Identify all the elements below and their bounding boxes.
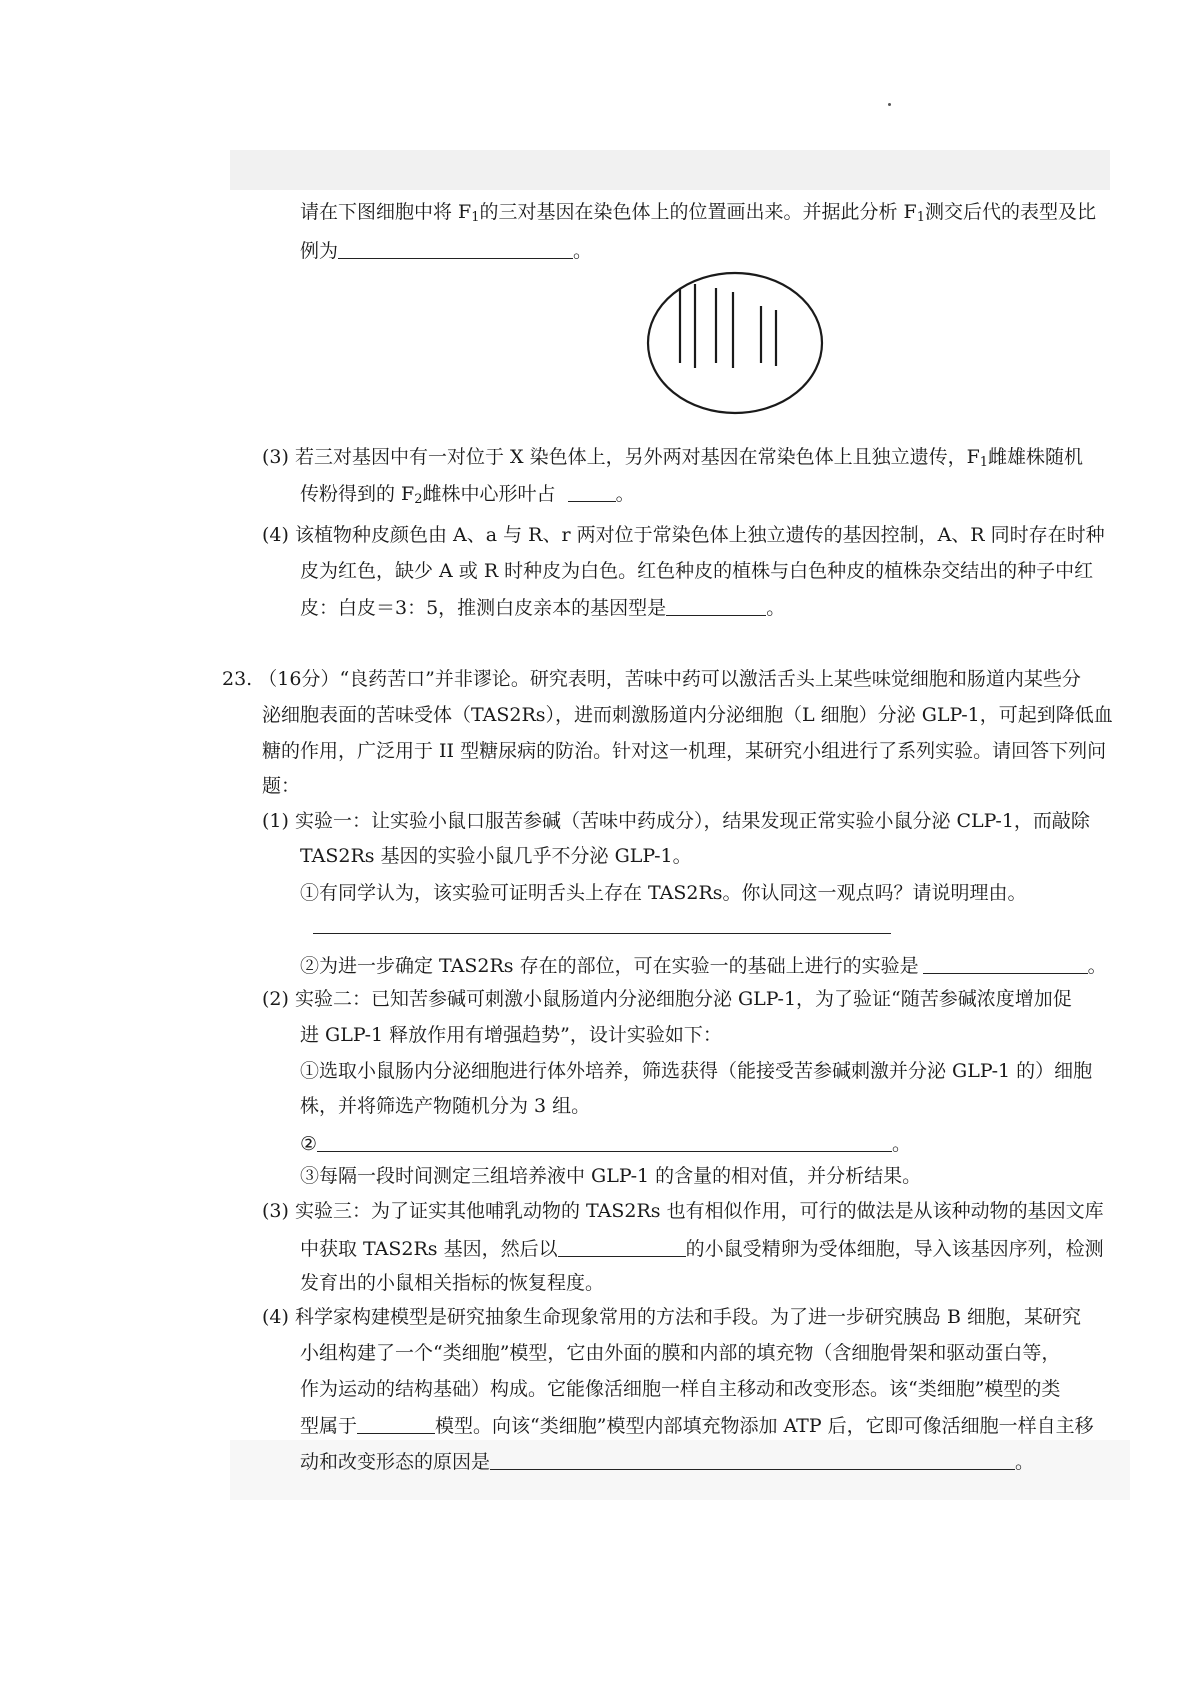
q23-1-line2: TAS2Rs 基因的实验小鼠几乎不分泌 GLP-1。 <box>300 845 692 867</box>
q23-3-line1: (3) 实验三：为了证实其他哺乳动物的 TAS2Rs 也有相似作用，可行的做法是从该种动物的基因文库 <box>262 1200 1104 1222</box>
q23-line4: 题： <box>262 775 301 797</box>
q22-4-line3: 皮：白皮＝3：5，推测白皮亲本的基因型是 。 <box>300 597 786 619</box>
q23-line2: 泌细胞表面的苦味受体（TAS2Rs），进而刺激肠道内分泌细胞（L 细胞）分泌 GLP-1，可起到降低血 <box>262 704 1113 726</box>
q22-cont-line2: 例为 。 <box>300 240 593 262</box>
q23-2-line2: 进 GLP-1 释放作用有增强趋势”，设计实验如下： <box>300 1024 722 1046</box>
q23-2-line3: ①选取小鼠肠内分泌细胞进行体外培养，筛选获得（能接受苦参碱刺激并分泌 GLP-1 的）细胞 <box>300 1060 1093 1082</box>
cell-membrane <box>648 273 822 413</box>
q23-4-line1: (4) 科学家构建模型是研究抽象生命现象常用的方法和手段。为了进一步研究胰岛 B 细胞，某研究 <box>262 1306 1082 1328</box>
question-number: 23. <box>222 668 253 690</box>
answer-line[interactable] <box>313 915 891 934</box>
question-number: (1) <box>262 810 289 832</box>
q23-1-line5: ②为进一步确定 TAS2Rs 存在的部位，可在实验一的基础上进行的实验是 。 <box>300 955 1107 977</box>
q22-4-line1: (4) 该植物种皮颜色由 A、a 与 R、r 两对位于常染色体上独立遗传的基因控制，A、R 同时存在时种 <box>262 524 1105 546</box>
answer-blank[interactable] <box>357 1415 435 1434</box>
q23-line1: 23. （16分）“良药苦口”并非谬论。研究表明，苦味中药可以激活舌头上某些味觉细胞和肠道内某些分 <box>222 668 1081 690</box>
scan-shadow-top <box>230 150 1110 190</box>
q22-3-line2: 传粉得到的 $F_2$雌株中心形叶占 。 <box>300 483 635 507</box>
answer-blank[interactable] <box>558 1238 686 1257</box>
answer-blank[interactable] <box>338 240 573 259</box>
q23-line3: 糖的作用，广泛用于 II 型糖尿病的防治。针对这一机理，某研究小组进行了系列实验。请回答下列问 <box>262 740 1107 762</box>
answer-blank[interactable] <box>568 483 616 502</box>
answer-blank[interactable] <box>490 1451 1015 1470</box>
scan-dot <box>888 103 891 106</box>
q23-3-line2: 中获取 TAS2Rs 基因，然后以 的小鼠受精卵为受体细胞，导入该基因序列，检测 <box>300 1238 1104 1260</box>
q23-4-line3: 作为运动的结构基础）构成。它能像活细胞一样自主移动和改变形态。该“类细胞”模型的类 <box>300 1378 1061 1400</box>
q22-cont-line1: 请在下图细胞中将 $F_1$的三对基因在染色体上的位置画出来。并据此分析 $F_1$测交后代的表型及比 <box>300 201 1097 225</box>
q23-2-line5: ② 。 <box>300 1133 912 1155</box>
q23-2-line1: (2) 实验二：已知苦参碱可刺激小鼠肠道内分泌细胞分泌 GLP-1，为了验证“随苦参碱浓度增加促 <box>262 988 1072 1010</box>
q23-1-line1: (1) 实验一：让实验小鼠口服苦参碱（苦味中药成分），结果发现正常实验小鼠分泌 CLP-1，而敲除 <box>262 810 1090 832</box>
q22-4-line2: 皮为红色，缺少 A 或 R 时种皮为白色。红色种皮的植株与白色种皮的植株杂交结出的种子中红 <box>300 560 1094 582</box>
q22-3-line1: (3) 若三对基因中有一对位于 X 染色体上，另外两对基因在常染色体上且独立遗传，$F_1$雌雄株随机 <box>262 446 1084 470</box>
answer-blank[interactable] <box>317 1133 892 1152</box>
cell-diagram <box>640 268 830 418</box>
question-number: (4) <box>262 1306 289 1328</box>
q23-4-line4: 型属于 模型。向该“类细胞”模型内部填充物添加 ATP 后，它即可像活细胞一样自主移 <box>300 1415 1094 1437</box>
q23-1-line3: ①有同学认为，该实验可证明舌头上存在 TAS2Rs。你认同这一观点吗？请说明理由。 <box>300 882 1027 904</box>
question-number: (2) <box>262 988 289 1010</box>
q23-4-line2: 小组构建了一个“类细胞”模型，它由外面的膜和内部的填充物（含细胞骨架和驱动蛋白等， <box>300 1342 1061 1364</box>
q23-2-line6: ③每隔一段时间测定三组培养液中 GLP-1 的含量的相对值，并分析结果。 <box>300 1165 922 1187</box>
answer-blank[interactable] <box>666 597 766 616</box>
question-number: (4) <box>262 524 289 546</box>
question-number: (3) <box>262 1200 289 1222</box>
q23-4-line5: 动和改变形态的原因是 。 <box>300 1451 1035 1473</box>
answer-blank[interactable] <box>923 955 1088 974</box>
question-number: (3) <box>262 446 289 468</box>
q23-3-line3: 发育出的小鼠相关指标的恢复程度。 <box>300 1272 605 1294</box>
q23-2-line4: 株，并将筛选产物随机分为 3 组。 <box>300 1095 591 1117</box>
